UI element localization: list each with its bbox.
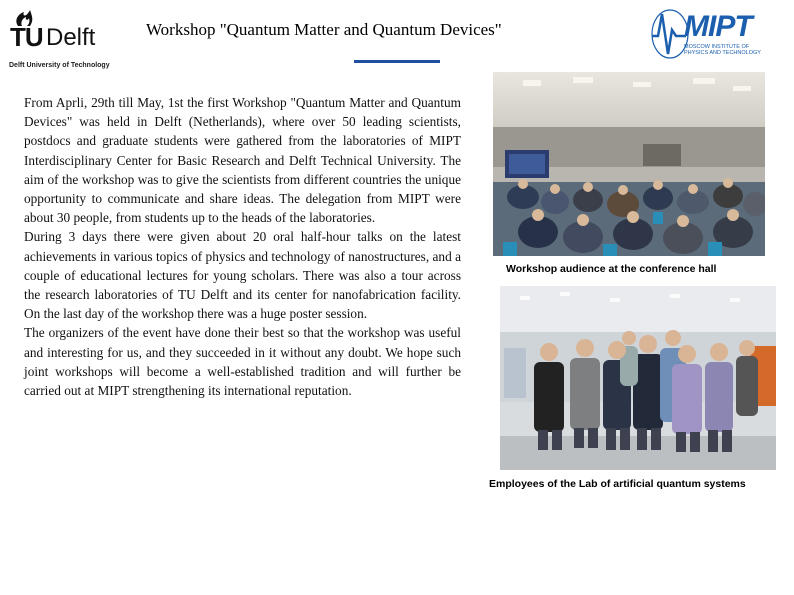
lab-employees-photo — [500, 286, 776, 470]
article-body — [24, 93, 461, 400]
paragraph: The organizers of the event have done their best so that the workshop was useful and interesting for us, and they succeeded in it without any doubt. We hope such joint workshops will become a well-established tradition and will further be carried out at MIPT strengthening its international reputation. — [24, 325, 461, 399]
title-underline — [354, 60, 440, 63]
tu-delft-word: Delft — [46, 24, 96, 51]
tu-delft-logo — [6, 4, 130, 72]
mipt-word: MIPT — [684, 10, 752, 43]
photo-caption-audience: Workshop audience at the conference hall — [506, 263, 717, 275]
tu-mark: TU — [10, 22, 43, 52]
mipt-logo — [650, 4, 780, 64]
conference-hall-photo — [493, 72, 765, 256]
page-title: Workshop "Quantum Matter and Quantum Devices" — [146, 20, 502, 39]
paragraph: During 3 days there were given about 20 oral half-hour talks on the latest achievements in various topics of physics and technology of nanostructures, and a couple of educational lectures for young scholars. There was also a tour across the research laboratories of TU Delft and its center for nanofabrication facility. On the last day of the workshop there was a huge poster session. — [24, 229, 461, 322]
mipt-subtitle: MOSCOW INSTITUTE OF PHYSICS AND TECHNOLOGY — [684, 44, 761, 56]
photo-caption-employees: Employees of the Lab of artificial quantum systems — [489, 478, 746, 490]
paragraph: From Aprli, 29th till May, 1st the first Workshop "Quantum Matter and Quantum Devices" was held in Delft (Netherlands), where over 50 leading scientists, postdocs and graduate students were gathered from the laboratories of MIPT Interdisciplinary Center for Basic Research and Delft Technical University. The aim of the workshop was to give the scientists from different countries the unique opportunity to communicate and share ideas. The delegation from MIPT were about 30 people, from students up to the heads of the laboratories. — [24, 95, 461, 226]
tu-delft-subtitle: Delft University of Technology — [9, 62, 110, 69]
